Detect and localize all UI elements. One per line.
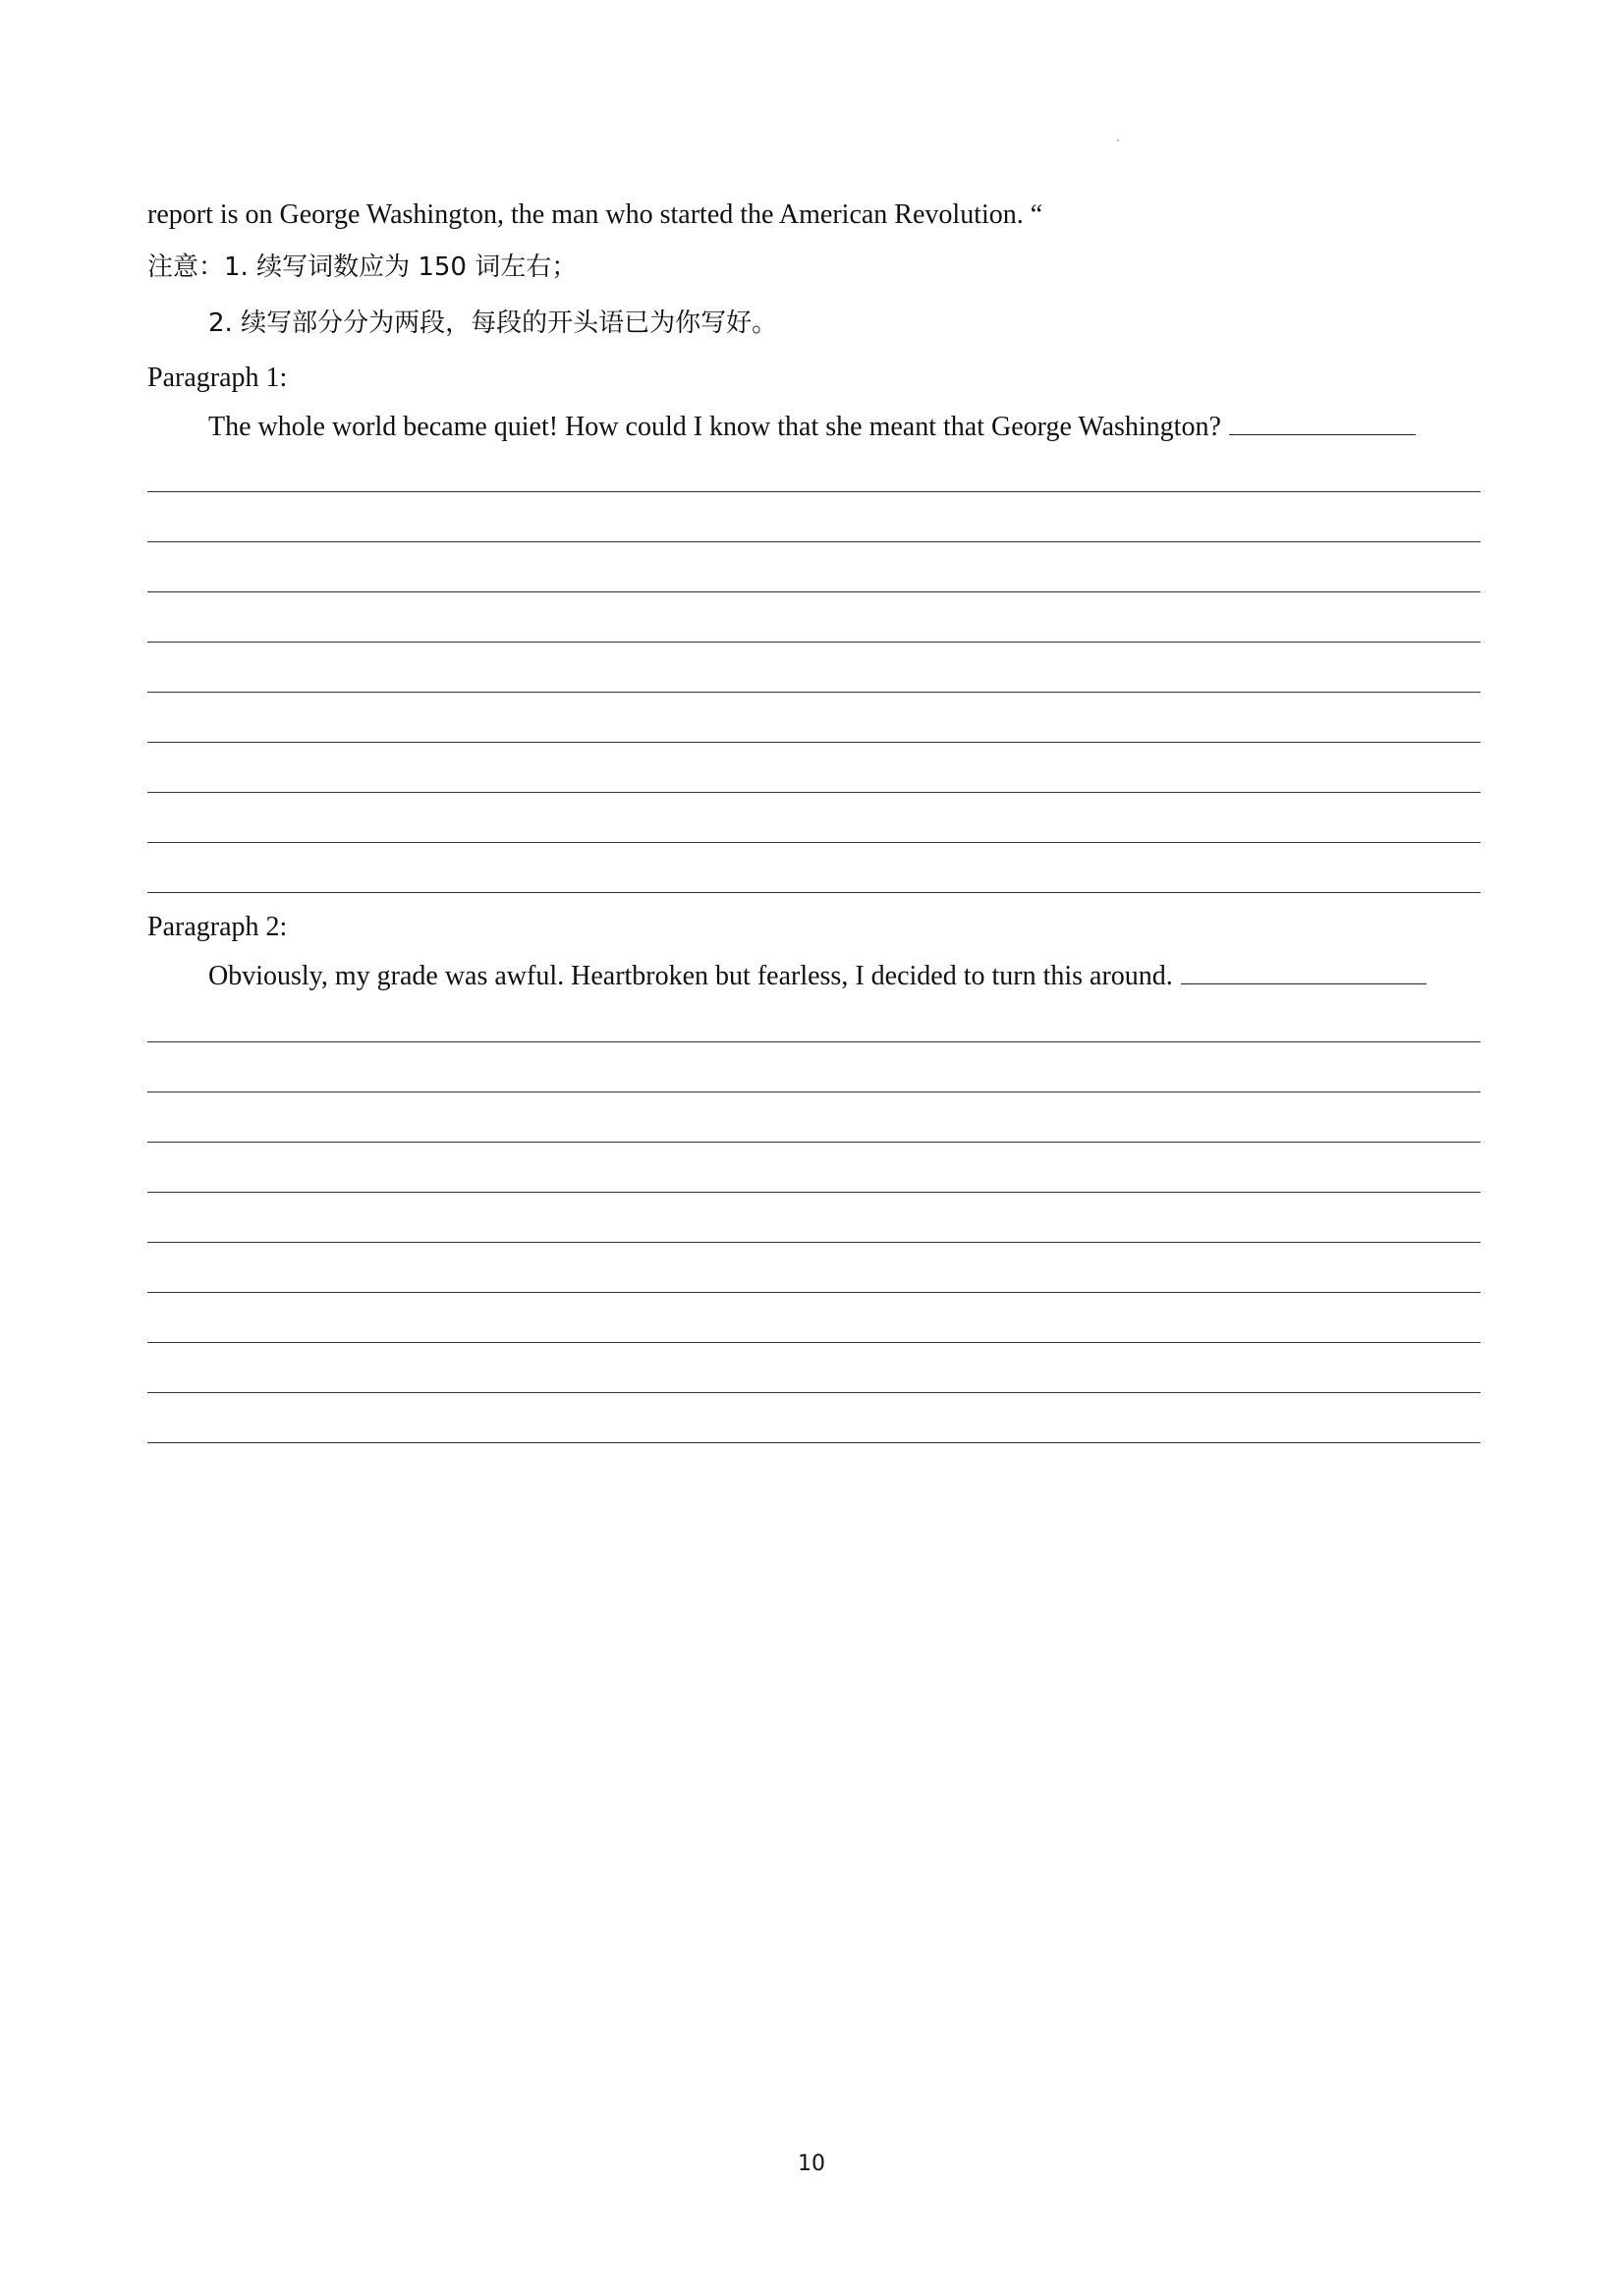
paragraph-2-heading: Paragraph 2: (147, 912, 288, 942)
paragraph-1-opening-line (208, 411, 1416, 444)
writing-line[interactable] (147, 792, 1481, 793)
writing-line[interactable] (147, 892, 1481, 893)
writing-line[interactable] (147, 1041, 1481, 1042)
writing-line[interactable] (147, 1342, 1481, 1343)
stray-mark (1117, 140, 1119, 141)
writing-line[interactable] (147, 1442, 1481, 1443)
writing-line[interactable] (147, 692, 1481, 693)
writing-line[interactable] (147, 1192, 1481, 1193)
writing-line[interactable] (147, 1142, 1481, 1143)
paragraph-2-blank-tail[interactable] (1181, 960, 1427, 984)
paragraph-1-blank-tail[interactable] (1229, 411, 1416, 435)
writing-line[interactable] (147, 1392, 1481, 1393)
paragraph-1-opening: The whole world became quiet! How could I know that she meant that George Washington? (208, 412, 1221, 442)
writing-line[interactable] (147, 742, 1481, 743)
paragraph-1-heading: Paragraph 1: (147, 363, 288, 393)
paragraph-2-opening-line (208, 960, 1427, 993)
writing-line[interactable] (147, 541, 1481, 542)
writing-line[interactable] (147, 642, 1481, 643)
writing-line[interactable] (147, 491, 1481, 492)
writing-line[interactable] (147, 1242, 1481, 1243)
paragraph-2-opening: Obviously, my grade was awful. Heartbroken but fearless, I decided to turn this around. (208, 961, 1173, 991)
writing-line[interactable] (147, 842, 1481, 843)
page-number: 10 (798, 2152, 825, 2176)
notes-line-2: 2. 续写部分分为两段，每段的开头语已为你写好。 (208, 308, 778, 338)
writing-line[interactable] (147, 591, 1481, 592)
continuation-text: report is on George Washington, the man who started the American Revolution. “ (147, 199, 1043, 230)
writing-line[interactable] (147, 1292, 1481, 1293)
notes-line-1: 注意：1. 续写词数应为 150 词左右； (147, 252, 578, 282)
